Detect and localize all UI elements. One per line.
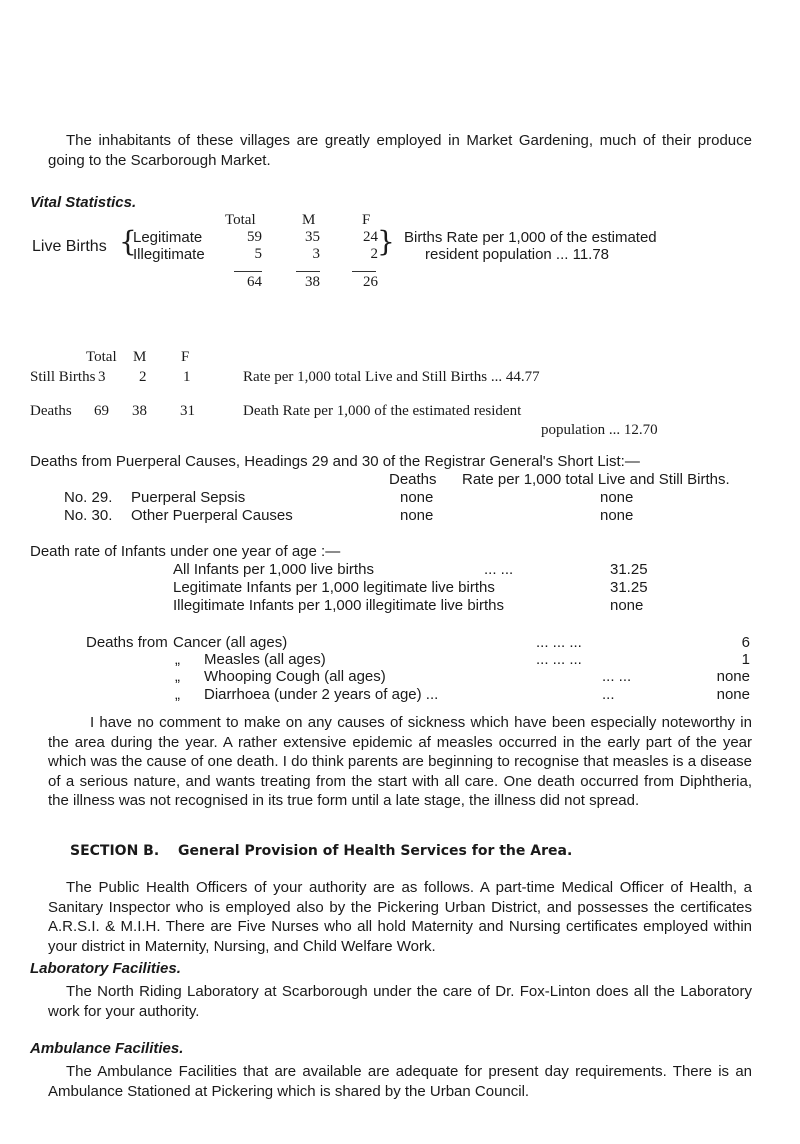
infants-row-value: 31.25 (610, 579, 648, 596)
other-deaths-dots: ... ... ... (536, 651, 582, 668)
puerperal-row-no: No. 29. (64, 489, 113, 506)
still-total: 3 (98, 369, 106, 385)
deaths-label: Deaths (30, 403, 72, 419)
ambulance-paragraph: The Ambulance Facilities that are available are adequate for present day requirements. There is an Ambulance Stationed at Pickering which is shared by the Urban Council. (48, 1063, 752, 1100)
section-b-label: SECTION B. (70, 843, 160, 859)
other-deaths-dots: ... ... (602, 668, 632, 685)
other-deaths-label: Cancer (all ages) (173, 634, 288, 651)
live-births-label: Live Births (32, 238, 107, 255)
still-header-f: F (181, 349, 190, 365)
right-brace-icon: } (377, 225, 395, 258)
header-total: Total (225, 212, 256, 228)
legit-m: 35 (305, 229, 320, 245)
m-rule (296, 271, 320, 272)
puerperal-header-rate: Rate per 1,000 total Live and Still Births. (462, 471, 730, 488)
births-rate-line1: Births Rate per 1,000 of the estimated (404, 229, 657, 246)
total-rule (234, 271, 262, 272)
header-m: M (302, 212, 316, 228)
other-deaths-prefix: „ (175, 651, 180, 668)
section-b-title: General Provision of Health Services for the Area. (178, 843, 573, 859)
other-deaths-prefix: Deaths from (86, 634, 168, 651)
other-deaths-value: 6 (741, 634, 750, 651)
laboratory-paragraph: The North Riding Laboratory at Scarborough under the care of Dr. Fox-Linton does all the Laboratory work for your authority. (48, 983, 752, 1020)
header-f: F (362, 212, 371, 228)
still-f: 1 (183, 369, 191, 385)
still-rate: Rate per 1,000 total Live and Still Births ... 44.77 (243, 369, 540, 385)
infants-row-value: none (610, 597, 644, 614)
comment-paragraph: I have no comment to make on any causes of sickness which have been especially noteworthy in the area during the year. A rather extensive epidemic af measles occurred in the early part of the year which was the cause of one death. I do think parents are beginning to recognise that measles is a disease of a serious nature, and wants treating from the start with all care. One death occurred from Diphtheria, the illness was not recognised in its true form until a late stage, the illness did not spread. (48, 714, 752, 809)
infants-row-label: All Infants per 1,000 live births (173, 561, 374, 578)
death-rate-line1: Death Rate per 1,000 of the estimated resident (243, 403, 522, 419)
other-deaths-prefix: „ (175, 686, 180, 703)
puerperal-row-cause: Other Puerperal Causes (131, 507, 293, 524)
sum-total: 64 (247, 274, 262, 290)
illegit-total: 5 (254, 246, 262, 262)
illegitimate-label: Illegitimate (133, 246, 205, 263)
other-deaths-prefix: „ (175, 668, 180, 685)
f-rule (352, 271, 376, 272)
puerperal-row-no: No. 30. (64, 507, 113, 524)
vital-statistics-heading: Vital Statistics. (30, 194, 137, 211)
brace-icon: { (119, 225, 137, 258)
puerperal-row-rate: none (600, 489, 634, 506)
death-rate-line2: population ... 12.70 (541, 422, 658, 438)
other-deaths-value: none (716, 668, 750, 685)
other-deaths-label: Diarrhoea (under 2 years of age) ... (204, 686, 439, 703)
still-header-total: Total (86, 349, 117, 365)
infants-row-value: 31.25 (610, 561, 648, 578)
deaths-total: 69 (94, 403, 109, 419)
legit-f: 24 (363, 229, 378, 245)
puerperal-header-deaths: Deaths (389, 471, 437, 488)
puerperal-row-deaths: none (400, 489, 434, 506)
infants-row-label: Legitimate Infants per 1,000 legitimate live births (173, 579, 495, 596)
puerperal-row-cause: Puerperal Sepsis (131, 489, 246, 506)
infants-row-label: Illegitimate Infants per 1,000 illegitimate live births (173, 597, 504, 614)
illegit-m: 3 (312, 246, 320, 262)
deaths-m: 38 (132, 403, 147, 419)
legit-total: 59 (247, 229, 262, 245)
intro-paragraph: The inhabitants of these villages are greatly employed in Market Gardening, much of their produce going to the Scarborough Market. (48, 132, 752, 169)
still-m: 2 (139, 369, 147, 385)
still-header-m: M (133, 349, 147, 365)
sum-f: 26 (363, 274, 378, 290)
puerperal-intro: Deaths from Puerperal Causes, Headings 29 and 30 of the Registrar General's Short List:— (30, 453, 640, 470)
other-deaths-dots: ... (602, 686, 615, 703)
still-births-label: Still Births (30, 369, 96, 385)
infants-row-dots: ... ... (484, 561, 514, 578)
puerperal-row-deaths: none (400, 507, 434, 524)
births-rate-line2: resident population ... 11.78 (425, 246, 610, 263)
deaths-f: 31 (180, 403, 195, 419)
puerperal-row-rate: none (600, 507, 634, 524)
infants-intro: Death rate of Infants under one year of age :— (30, 543, 341, 560)
other-deaths-value: none (716, 686, 750, 703)
other-deaths-value: 1 (741, 651, 750, 668)
other-deaths-label: Whooping Cough (all ages) (204, 668, 386, 685)
laboratory-heading: Laboratory Facilities. (30, 960, 181, 977)
other-deaths-dots: ... ... ... (536, 634, 582, 651)
section-b-paragraph: The Public Health Officers of your authority are as follows. A part-time Medical Officer of Health, a Sanitary Inspector who is employed also by the Pickering Urban District, and possesses the certificates A.R.S.I. & M.I.H. There are Five Nurses who all hold Maternity and Nursing certificates employed within your district in Maternity, Nursing, and Child Welfare Work. (48, 879, 752, 955)
illegit-f: 2 (370, 246, 378, 262)
ambulance-heading: Ambulance Facilities. (30, 1040, 184, 1057)
legitimate-label: Legitimate (133, 229, 203, 246)
sum-m: 38 (305, 274, 320, 290)
other-deaths-label: Measles (all ages) (204, 651, 326, 668)
